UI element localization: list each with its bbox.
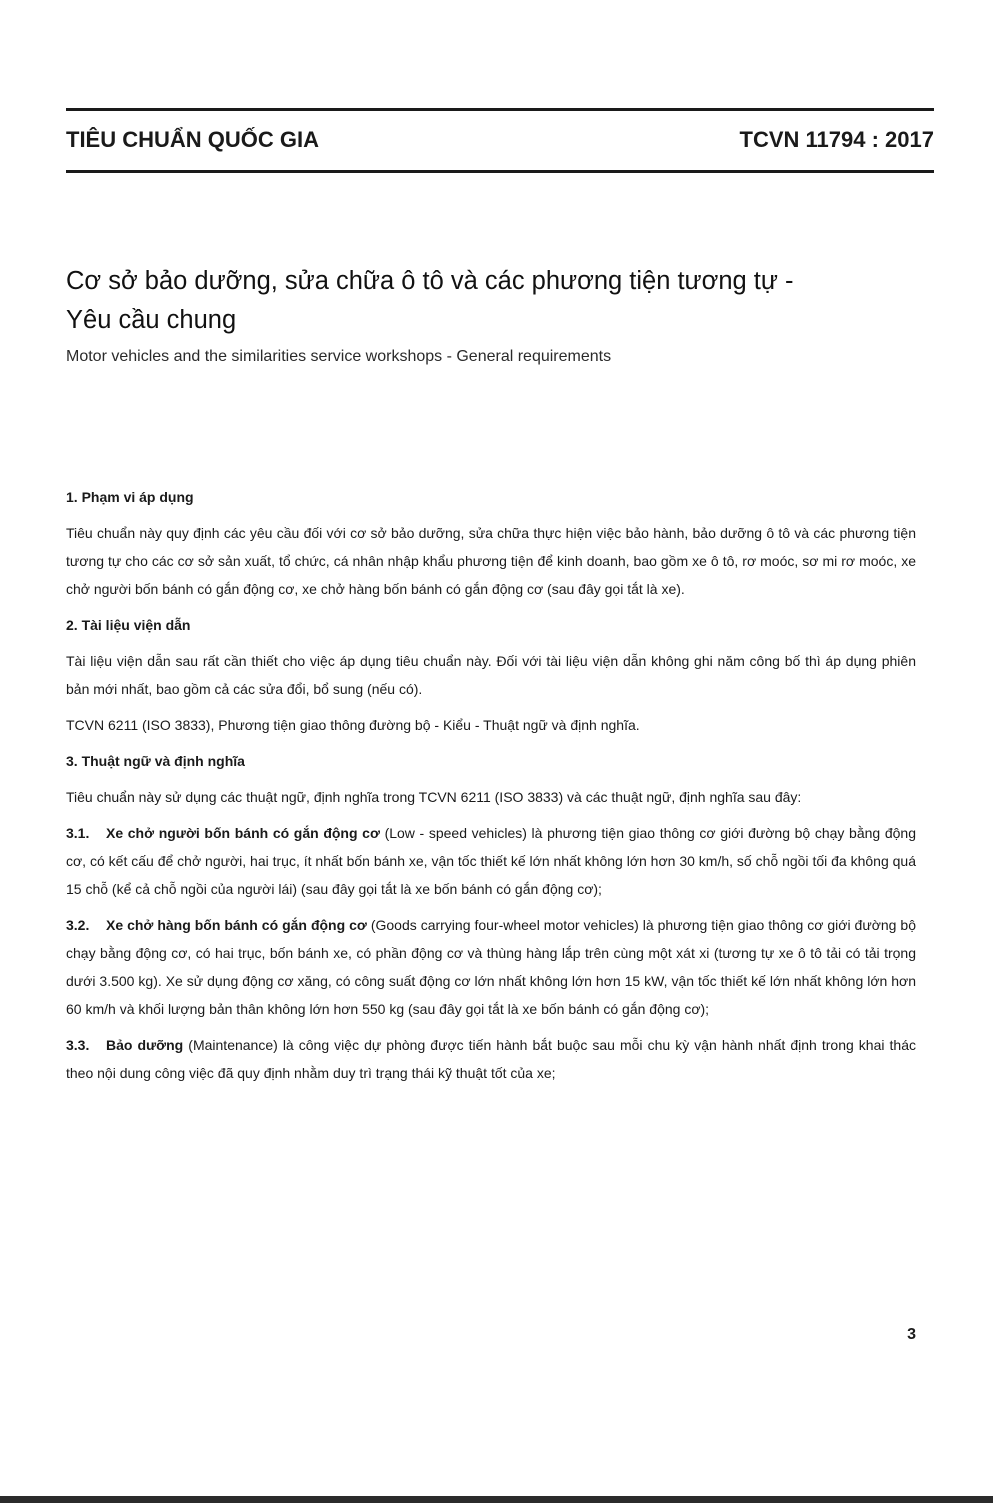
term-number: 3.1. (66, 825, 90, 841)
term-name: Bảo dưỡng (106, 1037, 184, 1053)
title-line-2: Yêu cầu chung (66, 306, 237, 334)
section-2-paragraph-1: Tài liệu viện dẫn sau rất cần thiết cho việc áp dụng tiêu chuẩn này. Đối với tài liệu viện dẫn không ghi năm công bố thì áp dụng phiên bản mới nhất, bao gồm cả các sửa đổi, bổ sung (nếu có). (66, 653, 916, 697)
term-text: (Maintenance) là công việc dự phòng được tiến hành bắt buộc sau mỗi chu kỳ vận hành nhất định trong khai thác theo nội dung công việc đã quy định nhằm duy trì trạng thái kỹ thuật tốt của xe; (66, 1037, 916, 1081)
header-top-rule (66, 108, 934, 111)
section-1-heading: 1. Phạm vi áp dụng (66, 489, 194, 505)
header-bottom-rule (66, 170, 934, 173)
term-definition (66, 1031, 916, 1087)
page-header (66, 124, 934, 156)
scan-bottom-edge (0, 1496, 993, 1503)
document-title (66, 262, 934, 340)
section-2-heading: 2. Tài liệu viện dẫn (66, 617, 191, 633)
section-1-paragraph: Tiêu chuẩn này quy định các yêu cầu đối với cơ sở bảo dưỡng, sửa chữa thực hiện việc bảo hành, bảo dưỡng ô tô và các phương tiện tương tự cho các cơ sở sản xuất, tổ chức, cá nhân nhập khẩu phương tiện để kinh doanh, bao gồm xe ô tô, rơ moóc, sơ mi rơ moóc, xe chở người bốn bánh có gắn động cơ, xe chở hàng bốn bánh có gắn động cơ (sau đây gọi tắt là xe). (66, 525, 916, 597)
section-3-heading: 3. Thuật ngữ và định nghĩa (66, 753, 245, 769)
term-number: 3.3. (66, 1037, 90, 1053)
english-title: Motor vehicles and the similarities service workshops - General requirements (66, 348, 612, 365)
header-standard-type: TIÊU CHUẨN QUỐC GIA (66, 127, 319, 152)
term-text: (Low - speed vehicles) là phương tiện giao thông cơ giới đường bộ chạy bằng động cơ, có kết cấu để chở người, hai trục, ít nhất bốn bánh xe, vận tốc thiết kế lớn nhất không lớn hơn 30 km/h, số chỗ ngồi tối đa không quá 15 chỗ (kể cả chỗ ngồi của người lái) (sau đây gọi tắt là xe bốn bánh có gắn động cơ); (66, 825, 916, 897)
term-name: Xe chở hàng bốn bánh có gắn động cơ (106, 917, 367, 933)
title-block (66, 262, 934, 368)
term-text: (Goods carrying four-wheel motor vehicles) là phương tiện giao thông cơ giới đường bộ chạy bằng động cơ, có hai trục, bốn bánh xe, có phần động cơ và thùng hàng lắp trên cùng một xát xi (tương tự xe ô tô tải có tải trọng dưới 3.500 kg). Xe sử dụng động cơ xăng, có công suất động cơ lớn nhất không lớn hơn 15 kW, vận tốc thiết kế lớn nhất không lớn hơn 60 km/h và khối lượng bản thân không lớn hơn 550 kg (sau đây gọi tắt là xe bốn bánh có gắn động cơ); (66, 917, 916, 1017)
section-3-intro: Tiêu chuẩn này sử dụng các thuật ngữ, định nghĩa trong TCVN 6211 (ISO 3833) và các thuật ngữ, định nghĩa sau đây: (66, 789, 802, 805)
header-standard-code: TCVN 11794 : 2017 (739, 127, 934, 152)
term-definition (66, 911, 916, 1023)
page-number: 3 (907, 1326, 916, 1343)
term-name: Xe chở người bốn bánh có gắn động cơ (106, 825, 380, 841)
term-number: 3.2. (66, 917, 90, 933)
title-line-1: Cơ sở bảo dưỡng, sửa chữa ô tô và các phương tiện tương tự - (66, 267, 794, 295)
section-2-reference: TCVN 6211 (ISO 3833), Phương tiện giao thông đường bộ - Kiểu - Thuật ngữ và định nghĩa. (66, 717, 640, 733)
term-definition (66, 819, 916, 903)
document-body (66, 483, 916, 1095)
